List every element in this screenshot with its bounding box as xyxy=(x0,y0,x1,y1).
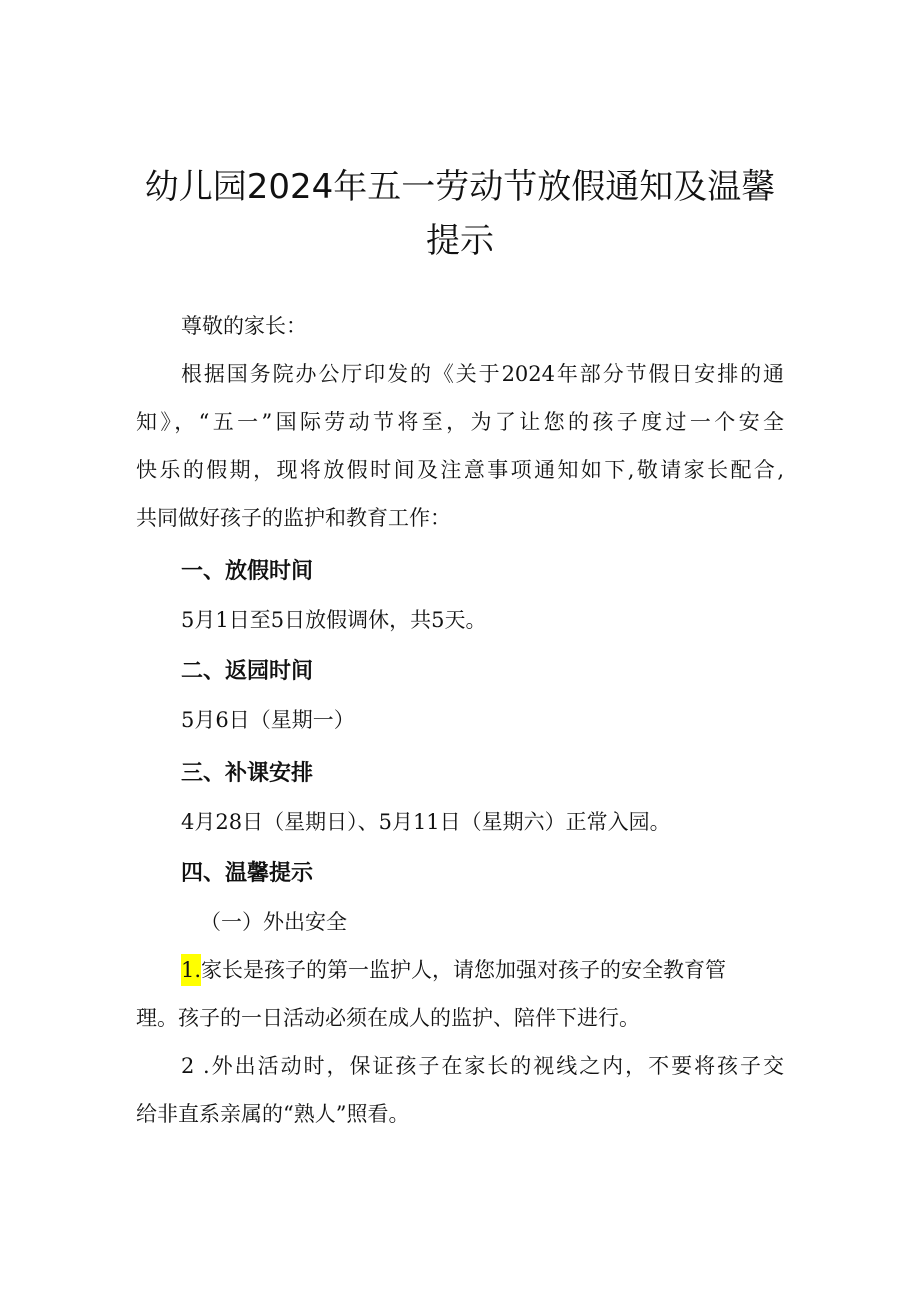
document-title-line-2: 提示 xyxy=(426,221,494,261)
section-heading-holiday-time: 一、放假时间 xyxy=(181,559,314,584)
section-heading-tips: 四、温馨提示 xyxy=(181,861,314,886)
section-text-makeup-classes: 4月28日（星期日）、5月11日（星期六）正常入园。 xyxy=(181,810,671,834)
subsection-heading-outing-safety: （一）外出安全 xyxy=(200,910,347,934)
section-text-return-time: 5月6日（星期一） xyxy=(181,708,355,732)
section-heading-makeup-classes: 三、补课安排 xyxy=(181,761,314,786)
list-item-1-text: 家长是孩子的第一监护人，请您加强对孩子的安全教育管 xyxy=(201,958,727,982)
list-item-1-number: 1. xyxy=(181,954,201,986)
intro-line-4: 共同做好孩子的监护和教育工作： xyxy=(136,506,451,530)
list-item-1-line-1 xyxy=(181,955,726,985)
intro-line-1: 根据国务院办公厅印发的《关于2024年部分节假日安排的通 xyxy=(181,362,784,386)
list-item-2-line-1: 2 .外出活动时，保证孩子在家长的视线之内，不要将孩子交 xyxy=(181,1054,784,1078)
list-item-1-line-2: 理。孩子的一日活动必须在成人的监护、陪伴下进行。 xyxy=(136,1006,640,1030)
section-text-holiday-time: 5月1日至5日放假调休，共5天。 xyxy=(181,608,487,632)
intro-line-3: 快乐的假期，现将放假时间及注意事项通知如下,敬请家长配合, xyxy=(136,458,784,482)
document-title-line-1: 幼儿园2024年五一劳动节放假通知及温馨 xyxy=(144,167,776,207)
intro-line-2: 知》，“五一”国际劳动节将至，为了让您的孩子度过一个安全 xyxy=(136,410,784,434)
salutation: 尊敬的家长： xyxy=(181,314,307,338)
section-heading-return-time: 二、返园时间 xyxy=(181,659,314,684)
list-item-2-line-2: 给非直系亲属的“熟人”照看。 xyxy=(136,1102,410,1126)
